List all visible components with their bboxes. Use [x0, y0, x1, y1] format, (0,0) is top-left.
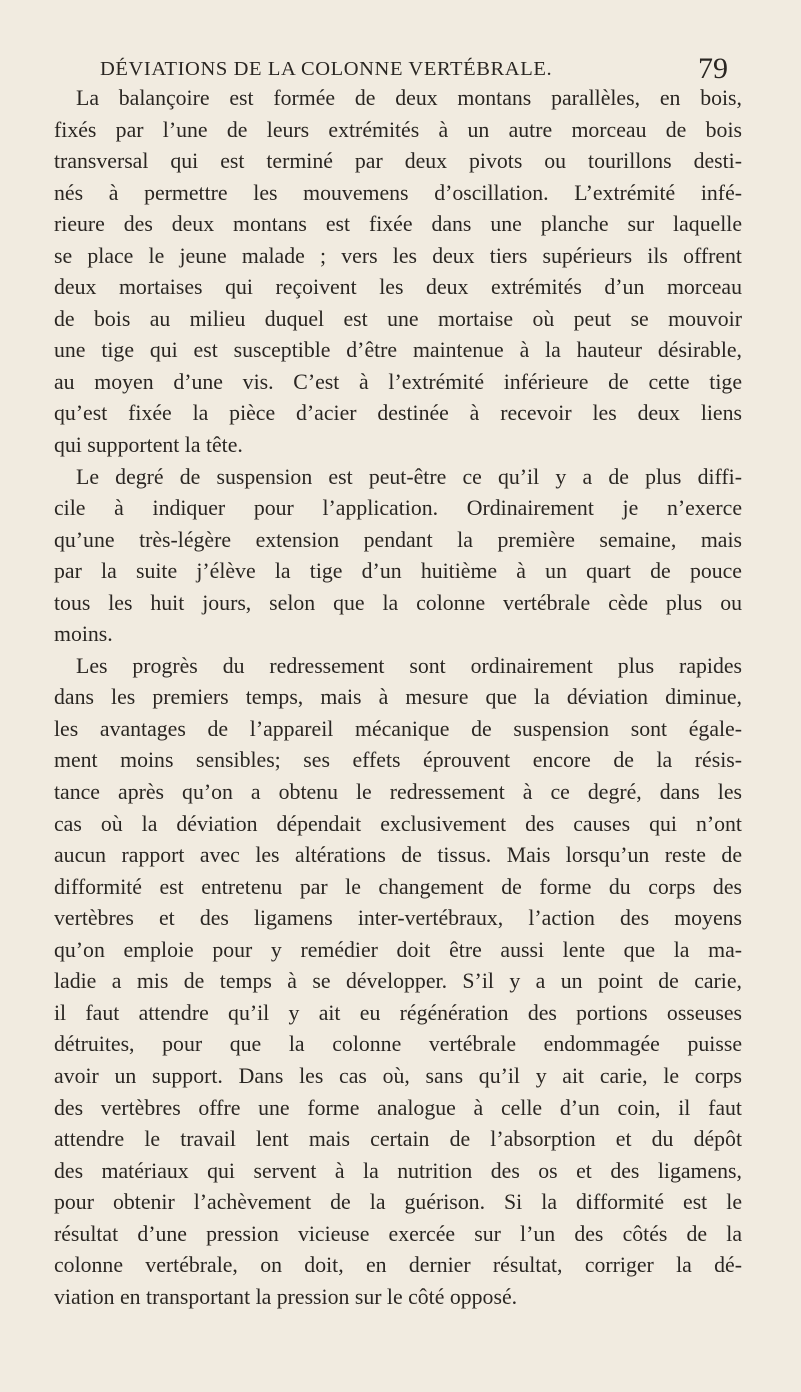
text-line: Le degré de suspension est peut-être ce qu’il y a de plus diffi-: [76, 464, 742, 489]
text-line: des matériaux qui servent à la nutrition des os et des ligamens,: [54, 1158, 742, 1183]
text-line: détruites, pour que la colonne vertébrale endommagée puisse: [54, 1032, 742, 1057]
text-line: difformité est entretenu par le changement de forme du corps des: [54, 874, 742, 899]
text-line: attendre le travail lent mais certain de l’absorption et du dépôt: [54, 1127, 742, 1152]
text-line: qui supportent la tête.: [54, 433, 243, 458]
text-line: tous les huit jours, selon que la colonne vertébrale cède plus ou: [54, 590, 742, 615]
text-line: des vertèbres offre une forme analogue à celle d’un coin, il faut: [54, 1095, 742, 1120]
text-line: dans les premiers temps, mais à mesure que la déviation diminue,: [54, 685, 742, 710]
text-line: qu’est fixée la pièce d’acier destinée à recevoir les deux liens: [54, 401, 742, 426]
text-line: qu’une très-légère extension pendant la première semaine, mais: [54, 527, 742, 552]
text-line: au moyen d’une vis. C’est à l’extrémité inférieure de cette tige: [54, 369, 742, 394]
page-header: [100, 52, 728, 86]
text-line: transversal qui est terminé par deux pivots ou tourillons desti-: [54, 149, 742, 174]
text-line: vertèbres et des ligamens inter-vertébraux, l’action des moyens: [54, 906, 742, 931]
text-line: ladie a mis de temps à se développer. S’il y a un point de carie,: [54, 969, 742, 994]
paragraph: [54, 462, 742, 651]
text-line: moins.: [54, 622, 113, 647]
text-line: La balançoire est formée de deux montans parallèles, en bois,: [76, 86, 742, 110]
body-text: [54, 83, 742, 1313]
paragraph: [54, 83, 742, 462]
text-line: par la suite j’élève la tige d’un huitième à un quart de pouce: [54, 559, 742, 584]
text-line: avoir un support. Dans les cas où, sans qu’il y ait carie, le corps: [54, 1063, 742, 1088]
text-line: nés à permettre les mouvemens d’oscillation. L’extrémité infé-: [54, 180, 742, 205]
text-line: de bois au milieu duquel est une mortaise où peut se mouvoir: [54, 306, 742, 331]
text-line: cas où la déviation dépendait exclusivement des causes qui n’ont: [54, 811, 742, 836]
text-line: cile à indiquer pour l’application. Ordinairement je n’exerce: [54, 496, 742, 521]
text-line: colonne vertébrale, on doit, en dernier résultat, corriger la dé-: [54, 1253, 742, 1278]
text-line: deux mortaises qui reçoivent les deux extrémités d’un morceau: [54, 275, 742, 300]
text-line: Les progrès du redressement sont ordinairement plus rapides: [76, 653, 742, 678]
text-line: une tige qui est susceptible d’être maintenue à la hauteur désirable,: [54, 338, 742, 363]
text-line: il faut attendre qu’il y ait eu régénération des portions osseuses: [54, 1000, 742, 1025]
text-line: les avantages de l’appareil mécanique de suspension sont égale-: [54, 716, 742, 741]
paragraph: [54, 651, 742, 1313]
text-line: rieure des deux montans est fixée dans une planche sur laquelle: [54, 212, 742, 237]
text-line: pour obtenir l’achèvement de la guérison. Si la difformité est le: [54, 1190, 742, 1215]
text-line: aucun rapport avec les altérations de tissus. Mais lorsqu’un reste de: [54, 843, 742, 868]
text-line: tance après qu’on a obtenu le redressement à ce degré, dans les: [54, 780, 742, 805]
text-line: fixés par l’une de leurs extrémités à un autre morceau de bois: [54, 117, 742, 142]
page-number: 79: [698, 52, 728, 85]
text-line: résultat d’une pression vicieuse exercée sur l’un des côtés de la: [54, 1221, 742, 1246]
text-line: se place le jeune malade ; vers les deux tiers supérieurs ils offrent: [54, 243, 742, 268]
text-line: viation en transportant la pression sur le côté opposé.: [54, 1284, 518, 1309]
text-line: ment moins sensibles; ses effets éprouvent encore de la résis-: [54, 748, 742, 773]
text-line: qu’on emploie pour y remédier doit être aussi lente que la ma-: [54, 937, 742, 962]
running-title: DÉVIATIONS DE LA COLONNE VERTÉBRALE.: [100, 58, 553, 80]
